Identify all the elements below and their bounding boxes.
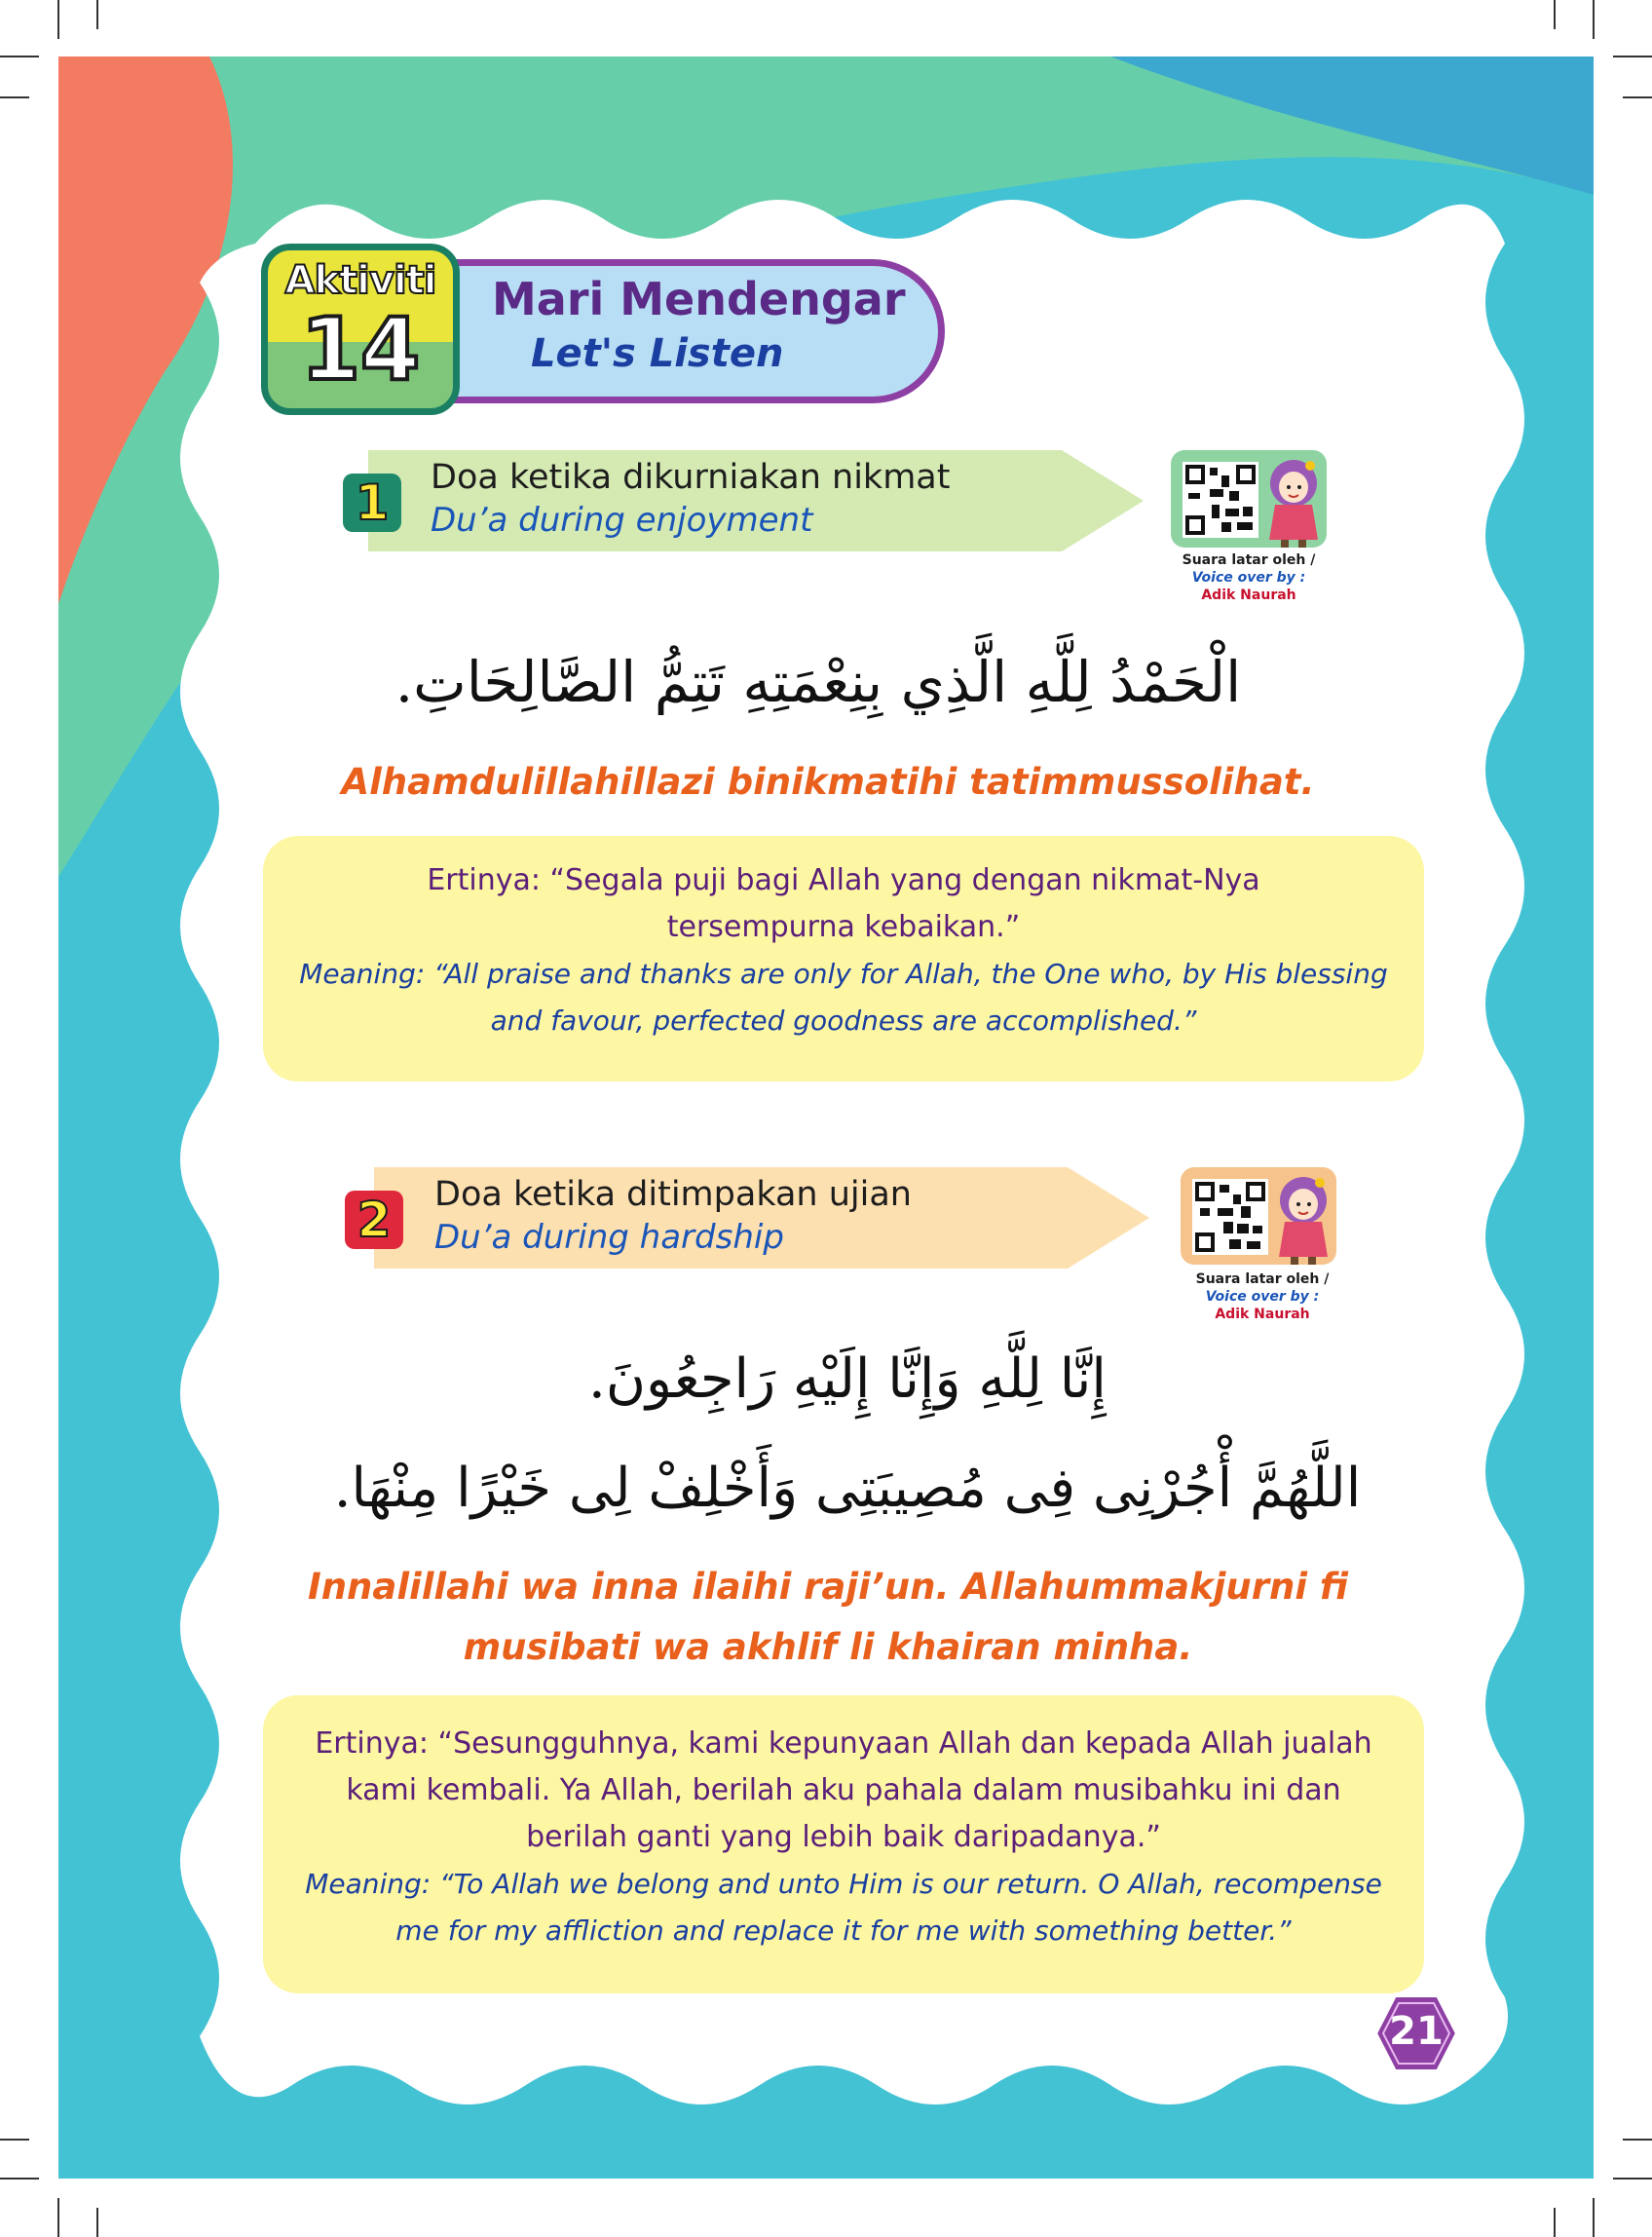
item-1-arabic: الْحَمْدُ لِلَّهِ الَّذِي بِنِعْمَتِهِ تَتِمُّ الصَّالِحَاتِ. <box>394 649 1242 715</box>
item-1-number: 1 <box>343 474 401 532</box>
item-2-arabic: إِنَّا لِلَّهِ وَإِنَّا إِلَيْهِ رَاجِعُونَ. اللَّهُمَّ أْجُرْنِى فِى مُصِيبَتِى وَأَخْلِفْ لِى خَيْرًا مِنْهَا. <box>333 1347 1362 1520</box>
activity-badge <box>261 244 460 415</box>
item-1-meaning-box: Ertinya: “Segala puji bagi Allah yang dengan nikmat-Nya tersempurna kebaikan.” Meaning: “All praise and thanks are only for Allah, the One who, by His blessing and favour, perfected goodness are accomplished.” <box>263 836 1424 1081</box>
item-2-meaning-box: Ertinya: “Sesungguhnya, kami kepunyaan Allah dan kepada Allah jualah kami kembali. Ya Allah, berilah aku pahala dalam musibahku ini dan berilah ganti yang lebih baik daripadanya.” Meaning: “To Allah we belong and unto Him is our return. O Allah, recompense me for my affliction and replace it for me with something better.” <box>263 1695 1424 1993</box>
voice-credit-1: Suara latar oleh / Voice over by : Adik Naurah <box>1182 552 1316 603</box>
girl-character-icon <box>1263 456 1324 550</box>
item-2-transliteration: Innalillahi wa inna ilaihi raji’un. Allahummakjurni fi musibati wa akhlif li khairan minha. <box>307 1566 1349 1668</box>
qr-code-icon[interactable] <box>1183 462 1258 538</box>
item-2-subtitle: Du’a during hardship <box>434 1218 784 1257</box>
page-subtitle: Let's Listen <box>531 331 784 376</box>
activity-number: 14 <box>300 299 421 399</box>
activity-label: Aktiviti <box>284 258 436 303</box>
girl-character-icon <box>1273 1173 1333 1267</box>
item-1-title: Doa ketika dikurniakan nikmat <box>431 458 951 497</box>
qr-card-1[interactable] <box>1171 450 1327 548</box>
item-1-subtitle: Du’a during enjoyment <box>431 501 813 540</box>
item-2-number: 2 <box>345 1191 403 1249</box>
page-title: Mari Mendengar <box>492 273 906 325</box>
item-2-title: Doa ketika ditimpakan ujian <box>434 1175 912 1214</box>
page-number: 21 <box>1389 2009 1444 2054</box>
qr-code-icon[interactable] <box>1192 1179 1268 1255</box>
item-1-transliteration: Alhamdulillahillazi binikmatihi tatimmussolihat. <box>341 761 1315 803</box>
voice-credit-2: Suara latar oleh / Voice over by : Adik Naurah <box>1195 1271 1330 1322</box>
qr-card-2[interactable] <box>1181 1167 1336 1265</box>
